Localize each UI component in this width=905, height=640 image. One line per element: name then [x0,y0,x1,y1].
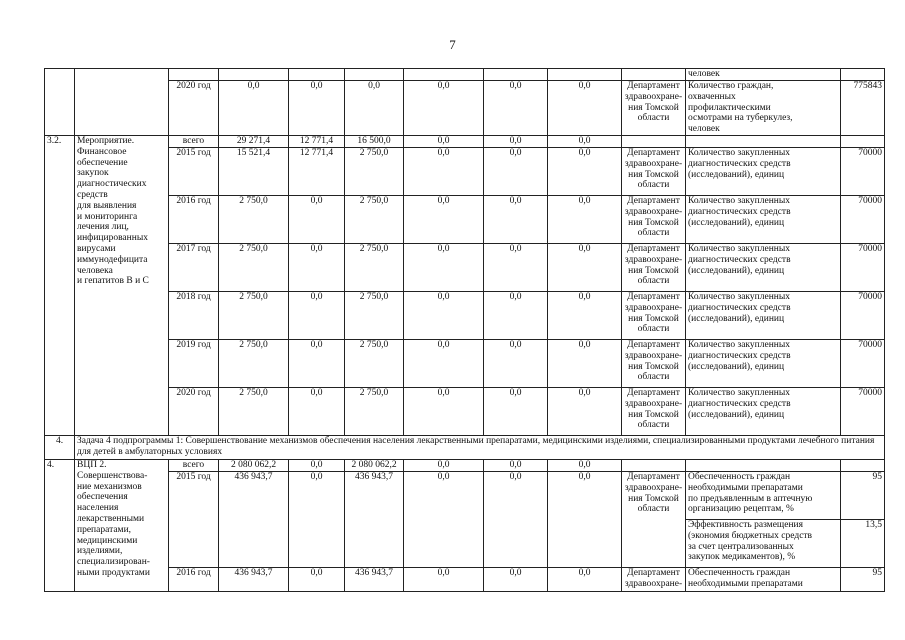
funding-value-3: 436 943,7 [345,471,404,567]
cell-line: Совершенствова- [77,470,148,481]
funding-value-3: 2 750,0 [345,147,404,195]
cell-line: человек [688,124,720,135]
cell-line: Количество закупленных [688,147,790,158]
cell-line: области [637,504,670,515]
funding-value-5 [484,69,548,81]
cell-line: профилактическими [688,102,771,113]
funding-value-4: 0,0 [404,291,484,339]
cell-line: лечения лиц, [77,222,129,233]
funding-value-2: 12 771,4 [289,147,345,195]
cell-line: области [637,113,670,124]
cell-line: ния Томской [628,313,679,324]
cell-line: области [637,324,670,335]
cell-line: лекарственными [77,513,145,524]
funding-value-3: 2 750,0 [345,195,404,243]
cell-line: ния Томской [628,217,679,228]
program-table [44,68,885,592]
funding-value-4: 0,0 [404,339,484,387]
indicator-name [686,243,841,291]
cell-line: обеспечения [77,492,128,503]
cell-line: организацию рецептам, % [688,504,794,515]
indicator-value: 70000 [841,195,885,243]
funding-value-3: 2 750,0 [345,387,404,435]
executor-cell [622,339,686,387]
indicator-value [841,135,885,147]
funding-value-2: 0,0 [289,471,345,567]
cell-line: закупок медикаментов), % [688,552,796,563]
cell-line: диагностических средств [688,398,791,409]
table-row [45,81,885,136]
page-number: 7 [449,37,456,52]
cell-line: (исследований), единиц [688,409,785,420]
funding-value-5: 0,0 [484,147,548,195]
funding-value-2: 0,0 [289,243,345,291]
executor-cell [622,135,686,147]
funding-value-1: 2 750,0 [219,243,289,291]
period-cell: 2016 год [169,195,219,243]
executor-cell [622,69,686,81]
indicator-value: 13,5 [841,519,885,567]
funding-value-3: 2 080 062,2 [345,459,404,471]
table-row [45,435,885,459]
funding-value-5: 0,0 [484,459,548,471]
indicator-name [686,471,841,519]
cell-line: (исследований), единиц [688,313,785,324]
cell-line: области [637,372,670,383]
funding-value-5: 0,0 [484,339,548,387]
cell-line: Департамент [627,291,680,302]
funding-value-4: 0,0 [404,459,484,471]
indicator-value: 95 [841,567,885,591]
executor-cell [622,567,686,591]
table-row [45,135,885,147]
cell-line: осмотрами на туберкулез, [688,113,793,124]
table-row [45,339,885,387]
item-number [45,69,75,136]
funding-value-5: 0,0 [484,567,548,591]
funding-value-2 [289,69,345,81]
funding-value-6 [548,69,622,81]
funding-value-3: 16 500,0 [345,135,404,147]
period-cell: 2019 год [169,339,219,387]
funding-value-1: 2 750,0 [219,339,289,387]
period-cell: 2020 год [169,81,219,136]
funding-value-6: 0,0 [548,387,622,435]
funding-value-6: 0,0 [548,471,622,567]
indicator-value: 70000 [841,291,885,339]
cell-line: Обеспеченность граждан [688,471,791,482]
cell-line: закупок [77,168,109,179]
cell-line: специализирован- [77,557,150,568]
item-name [75,459,169,591]
indicator-value [841,69,885,81]
cell-line: Департамент [627,147,680,158]
cell-line: ние механизмов [77,481,142,492]
indicator-name [686,387,841,435]
funding-value-4: 0,0 [404,243,484,291]
funding-value-6: 0,0 [548,567,622,591]
funding-value-2: 0,0 [289,459,345,471]
indicator-name [686,195,841,243]
funding-value-5: 0,0 [484,81,548,136]
cell-line: диагностических средств [688,254,791,265]
funding-value-4: 0,0 [404,387,484,435]
funding-value-4: 0,0 [404,81,484,136]
item-name [75,69,169,136]
funding-value-4: 0,0 [404,135,484,147]
funding-value-5: 0,0 [484,387,548,435]
cell-line: (исследований), единиц [688,169,785,180]
funding-value-1: 15 521,4 [219,147,289,195]
table-row [45,567,885,591]
cell-line: (экономия бюджетных средств [688,530,813,541]
table-row [45,459,885,471]
cell-line: и мониторинга [77,211,138,222]
cell-line: ния Томской [628,493,679,504]
funding-value-5: 0,0 [484,195,548,243]
funding-value-1: 436 943,7 [219,567,289,591]
period-cell: всего [169,135,219,147]
cell-line: Эффективность размещения [688,519,803,530]
cell-line: ния Томской [628,102,679,113]
cell-line: Департамент [627,567,680,578]
funding-value-1: 2 750,0 [219,387,289,435]
funding-value-4: 0,0 [404,195,484,243]
item-name [75,135,169,435]
indicator-name [686,567,841,591]
funding-value-4: 0,0 [404,567,484,591]
indicator-value: 775843 [841,81,885,136]
cell-line: здравоохране- [624,302,683,313]
period-cell: 2015 год [169,147,219,195]
cell-line: Мероприятие. [77,135,135,146]
cell-line: населения [77,503,119,514]
funding-value-1: 2 750,0 [219,195,289,243]
cell-line: Департамент [627,243,680,254]
item-number: 3.2. [45,135,75,435]
cell-line: ния Томской [628,409,679,420]
cell-line: Департамент [627,471,680,482]
funding-value-3: 2 750,0 [345,243,404,291]
funding-value-6: 0,0 [548,339,622,387]
cell-line: диагностических средств [688,158,791,169]
cell-line: по предъявленным в аптечную [688,493,813,504]
cell-line: здравоохране- [624,482,683,493]
cell-line: обеспечение [77,157,128,168]
period-cell: 2015 год [169,471,219,567]
funding-value-1: 2 750,0 [219,291,289,339]
cell-line: необходимыми препаратами [688,482,803,493]
funding-value-2: 0,0 [289,291,345,339]
cell-line: Департамент [627,387,680,398]
executor-cell [622,81,686,136]
funding-value-2: 12 771,4 [289,135,345,147]
cell-line: Количество закупленных [688,243,790,254]
funding-value-4 [404,69,484,81]
period-cell: 2018 год [169,291,219,339]
cell-line: средств [77,189,108,200]
indicator-value: 70000 [841,387,885,435]
cell-line: Количество закупленных [688,387,790,398]
cell-line: ными продуктами [77,567,150,578]
table-row [45,243,885,291]
executor-cell [622,291,686,339]
cell-line: человек [688,69,720,79]
cell-line: Департамент [627,81,680,91]
cell-line: ния Томской [628,265,679,276]
cell-line: здравоохране- [624,206,683,217]
funding-value-3 [345,69,404,81]
funding-value-5: 0,0 [484,471,548,567]
cell-line: Департамент [627,195,680,206]
funding-value-2: 0,0 [289,339,345,387]
indicator-name [686,135,841,147]
cell-line: Количество закупленных [688,291,790,302]
cell-line: препаратами, [77,524,132,535]
table-row [45,69,885,81]
cell-line: Количество закупленных [688,339,790,350]
cell-line: и гепатитов В и С [77,276,149,287]
indicator-name [686,291,841,339]
cell-line: вирусами [77,243,116,254]
cell-line: области [637,420,670,431]
cell-line: диагностических [77,179,147,190]
cell-line: Обеспеченность граждан [688,567,791,578]
funding-value-3: 436 943,7 [345,567,404,591]
indicator-name [686,339,841,387]
cell-line: диагностических средств [688,206,791,217]
cell-line: здравоохране- [624,350,683,361]
indicator-value: 70000 [841,147,885,195]
indicator-name [686,147,841,195]
funding-value-6: 0,0 [548,243,622,291]
cell-line: иммунодефицита [77,254,148,265]
cell-line: здравоохране- [624,398,683,409]
cell-line: (исследований), единиц [688,217,785,228]
cell-line: здравоохране- [624,578,683,589]
indicator-value: 95 [841,471,885,519]
period-cell: всего [169,459,219,471]
cell-line: (исследований), единиц [688,265,785,276]
cell-line: Количество закупленных [688,195,790,206]
cell-line: необходимыми препаратами [688,578,803,589]
funding-value-4: 0,0 [404,147,484,195]
period-cell: 2017 год [169,243,219,291]
funding-value-2: 0,0 [289,567,345,591]
cell-line: Количество граждан, [688,81,774,91]
cell-line: медицинскими [77,535,138,546]
funding-value-3: 0,0 [345,81,404,136]
cell-line: охваченных [688,91,736,102]
period-cell: 2016 год [169,567,219,591]
cell-line: здравоохране- [624,91,683,102]
indicator-value: 70000 [841,339,885,387]
funding-value-5: 0,0 [484,243,548,291]
funding-value-3: 2 750,0 [345,291,404,339]
executor-cell [622,471,686,567]
funding-value-6: 0,0 [548,291,622,339]
indicator-name [686,459,841,471]
funding-value-6: 0,0 [548,147,622,195]
cell-line: диагностических средств [688,302,791,313]
cell-line: (исследований), единиц [688,361,785,372]
funding-value-2: 0,0 [289,195,345,243]
funding-value-6: 0,0 [548,81,622,136]
executor-cell [622,459,686,471]
table-row [45,195,885,243]
executor-cell [622,147,686,195]
funding-value-1: 2 080 062,2 [219,459,289,471]
cell-line: диагностических средств [688,350,791,361]
cell-line: области [637,276,670,287]
cell-line: области [637,228,670,239]
cell-line: здравоохране- [624,158,683,169]
executor-cell [622,195,686,243]
indicator-value [841,459,885,471]
indicator-name [686,519,841,567]
task-text: Задача 4 подпрограммы 1: Совершенствование механизмов обеспечения населения лекарственными препаратами, медицинскими изделиями, специализированными продуктами лечебного питания для детей в амбулаторных условиях [75,435,885,459]
cell-line: за счет централизованных [688,541,794,552]
task-number: 4. [45,435,75,459]
table-row [45,147,885,195]
funding-value-6: 0,0 [548,195,622,243]
funding-value-4: 0,0 [404,471,484,567]
funding-value-2: 0,0 [289,81,345,136]
indicator-name [686,81,841,136]
cell-line: ния Томской [628,169,679,180]
item-number: 4. [45,459,75,591]
funding-value-5: 0,0 [484,135,548,147]
cell-line: здравоохране- [624,254,683,265]
cell-line: инфицированных [77,233,148,244]
funding-value-2: 0,0 [289,387,345,435]
cell-line: ВЦП 2. [77,459,107,470]
table-row [45,471,885,519]
cell-line: ния Томской [628,361,679,372]
period-cell: 2020 год [169,387,219,435]
funding-value-5: 0,0 [484,291,548,339]
funding-value-6: 0,0 [548,135,622,147]
cell-line: Финансовое [77,146,127,157]
funding-value-3: 2 750,0 [345,339,404,387]
cell-line: для выявления [77,200,137,211]
indicator-value: 70000 [841,243,885,291]
funding-value-1: 0,0 [219,81,289,136]
cell-line: изделиями, [77,546,123,557]
cell-line: области [637,180,670,191]
table-row [45,291,885,339]
indicator-name [686,69,841,81]
funding-value-6: 0,0 [548,459,622,471]
table-row [45,387,885,435]
period-cell [169,69,219,81]
cell-line: Департамент [627,339,680,350]
funding-value-1: 436 943,7 [219,471,289,567]
cell-line: человека [77,265,113,276]
executor-cell [622,243,686,291]
funding-value-1 [219,69,289,81]
executor-cell [622,387,686,435]
funding-value-1: 29 271,4 [219,135,289,147]
